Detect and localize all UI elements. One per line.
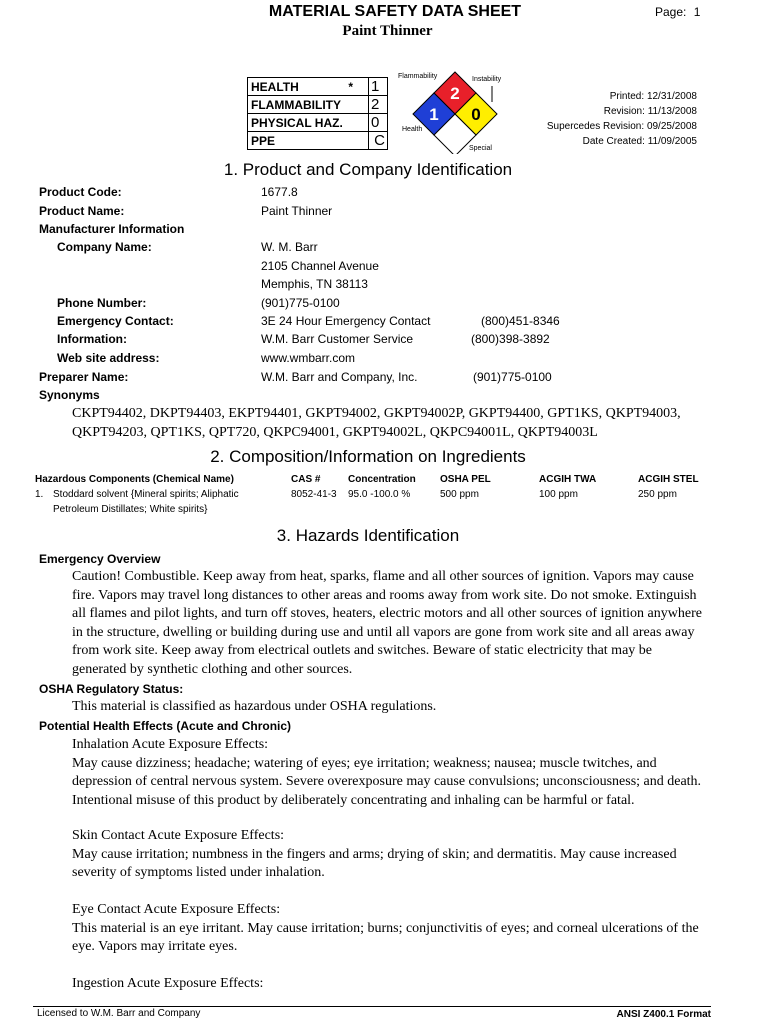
emergency-contact-label: Emergency Contact: [57,314,174,328]
information-label: Information: [57,332,127,346]
footer-license: Licensed to W.M. Barr and Company [37,1008,201,1019]
hmis-value-ppe: C [369,132,388,150]
emergency-contact-phone: (800)451-8346 [481,314,560,328]
address-line-1: 2105 Channel Avenue [261,259,379,273]
synonyms-list: CKPT94402, DKPT94403, EKPT94401, GKPT94002, GKPT94002P, GKPT94400, GPT1KS, QKPT94003, QKPT94203, QPT1KS, QPT720, QKPC94001, GKPT94002L, QKPC94001L, QKPT94003L [72,406,681,440]
col-header-cas: CAS # [291,474,321,485]
phone-value: (901)775-0100 [261,296,340,310]
date-created: Date Created: 11/09/2005 [582,136,697,147]
nfpa-instability-label: Instability [472,76,502,83]
document-title: MATERIAL SAFETY DATA SHEET [268,3,522,20]
product-code-value: 1677.8 [261,185,298,199]
nfpa-health-value: 1 [429,105,439,124]
hmis-value-flammability: 2 [369,96,388,114]
synonyms-label: Synonyms [39,388,100,402]
company-name-value: W. M. Barr [261,240,318,254]
product-name-value: Paint Thinner [261,204,333,218]
date-revision: Revision: 11/13/2008 [603,106,697,117]
hmis-row-physical [248,114,388,132]
preparer-label: Preparer Name: [39,370,129,384]
col-header-concentration: Concentration [348,474,416,485]
hmis-label-physical: PHYSICAL HAZ. [248,114,369,132]
document-subtitle: Paint Thinner [342,23,433,39]
chemical-name-line-2: Petroleum Distillates; White spirits} [53,504,208,515]
osha-status-text: This material is classified as hazardous under OSHA regulations. [72,699,437,714]
hmis-label-ppe: PPE [248,132,369,150]
hmis-row-flammability [248,96,388,114]
hmis-label-health: HEALTH * [248,78,369,96]
nfpa-special-label: Special [469,145,492,152]
footer-format: ANSI Z400.1 Format [616,1009,711,1020]
hmis-value-health: 1 [369,78,388,96]
section-2-title: 2. Composition/Information on Ingredients [210,447,526,466]
eye-contact-effects: Eye Contact Acute Exposure Effects: This material is an eye irritant. May cause irritation; burns; conjunctivitis of eyes; and corneal ulcerations of the eye. Vapors may irritate eyes. [72,902,699,954]
hmis-rating-table [247,77,388,150]
hmis-row-health [248,78,388,96]
nfpa-flammability-value: 2 [450,84,460,103]
footer-divider [33,1006,711,1007]
col-header-acgih-stel: ACGIH STEL [638,474,699,485]
company-name-label: Company Name: [57,240,152,254]
chronic-star-icon: * [348,79,353,94]
chemical-name-line-1: Stoddard solvent {Mineral spirits; Aliphatic [53,489,239,500]
nfpa-instability-value: 0 [471,105,481,124]
emergency-overview-label: Emergency Overview [39,552,161,566]
hmis-label-flammability: FLAMMABILITY [248,96,369,114]
row-number: 1. [35,489,44,500]
website-label: Web site address: [57,351,160,365]
osha-status-label: OSHA Regulatory Status: [39,682,184,696]
section-1-title: 1. Product and Company Identification [223,160,513,179]
dates-block [520,89,697,149]
nfpa-flammability-label: Flammability [398,73,438,80]
website-link[interactable]: www.wmbarr.com [261,351,356,365]
hmis-row-ppe [248,132,388,150]
preparer-phone: (901)775-0100 [473,370,552,384]
phone-label: Phone Number: [57,296,147,310]
health-effects-label: Potential Health Effects (Acute and Chronic) [39,719,292,733]
acgih-twa-value: 100 ppm [539,489,578,500]
acgih-stel-value: 250 ppm [638,489,677,500]
page-indicator [655,5,700,19]
ingestion-effects-title: Ingestion Acute Exposure Effects: [72,976,264,991]
skin-contact-effects: Skin Contact Acute Exposure Effects: May cause irritation; numbness in the fingers and arms; drying of skin; and dermatitis. May cause increased severity of symptoms listed under inhalation. [72,828,677,880]
cas-number: 8052-41-3 [291,489,337,500]
emergency-contact-value: 3E 24 Hour Emergency Contact [261,314,431,328]
concentration-value: 95.0 -100.0 % [348,489,411,500]
information-value: W.M. Barr Customer Service [261,332,414,346]
section-3-title: 3. Hazards Identification [276,526,460,545]
inhalation-effects: Inhalation Acute Exposure Effects: May cause dizziness; headache; watering of eyes; eye irritation; weakness; nausea; muscle twitches, and depression of central nervous system. Severe overexposure may cause convulsions; unconsciousness; and death. Intentional misuse of this product by deliberately concentrating and inhaling can be harmful or fatal. [72,737,702,808]
product-name-label: Product Name: [39,204,125,218]
manufacturer-label: Manufacturer Information [39,222,185,236]
nfpa-health-label: Health [402,126,423,133]
emergency-overview-text: Caution! Combustible. Keep away from heat, sparks, flame and all other sources of ignition. Vapors may cause fire. Vapors may travel long distances to other areas and rooms away from work site. Do not smoke. Extinguish all flames and pilot lights, and turn off stoves, heaters, electric motors and all other sources of ignition anywhere in the structure, dwelling or building during use and until all vapors are gone from work site and all areas away from work site. Keep away from electrical outlets and switches. Beware of static electricity that may be generated by synthetic clothing and other sources. [72,569,702,677]
product-code-label: Product Code: [39,185,122,199]
hmis-value-physical: 0 [369,114,388,132]
address-line-2: Memphis, TN 38113 [261,277,368,291]
col-header-chemical: Hazardous Components (Chemical Name) [35,474,234,485]
date-printed: Printed: 12/31/2008 [609,91,697,102]
date-supercedes: Supercedes Revision: 09/25/2008 [546,121,697,132]
col-header-acgih-twa: ACGIH TWA [539,474,597,485]
information-phone: (800)398-3892 [471,332,550,346]
col-header-osha-pel: OSHA PEL [440,474,491,485]
preparer-value: W.M. Barr and Company, Inc. [261,370,418,384]
page-label: Page: [655,5,687,19]
osha-pel-value: 500 ppm [440,489,479,500]
page-number: 1 [693,5,701,19]
